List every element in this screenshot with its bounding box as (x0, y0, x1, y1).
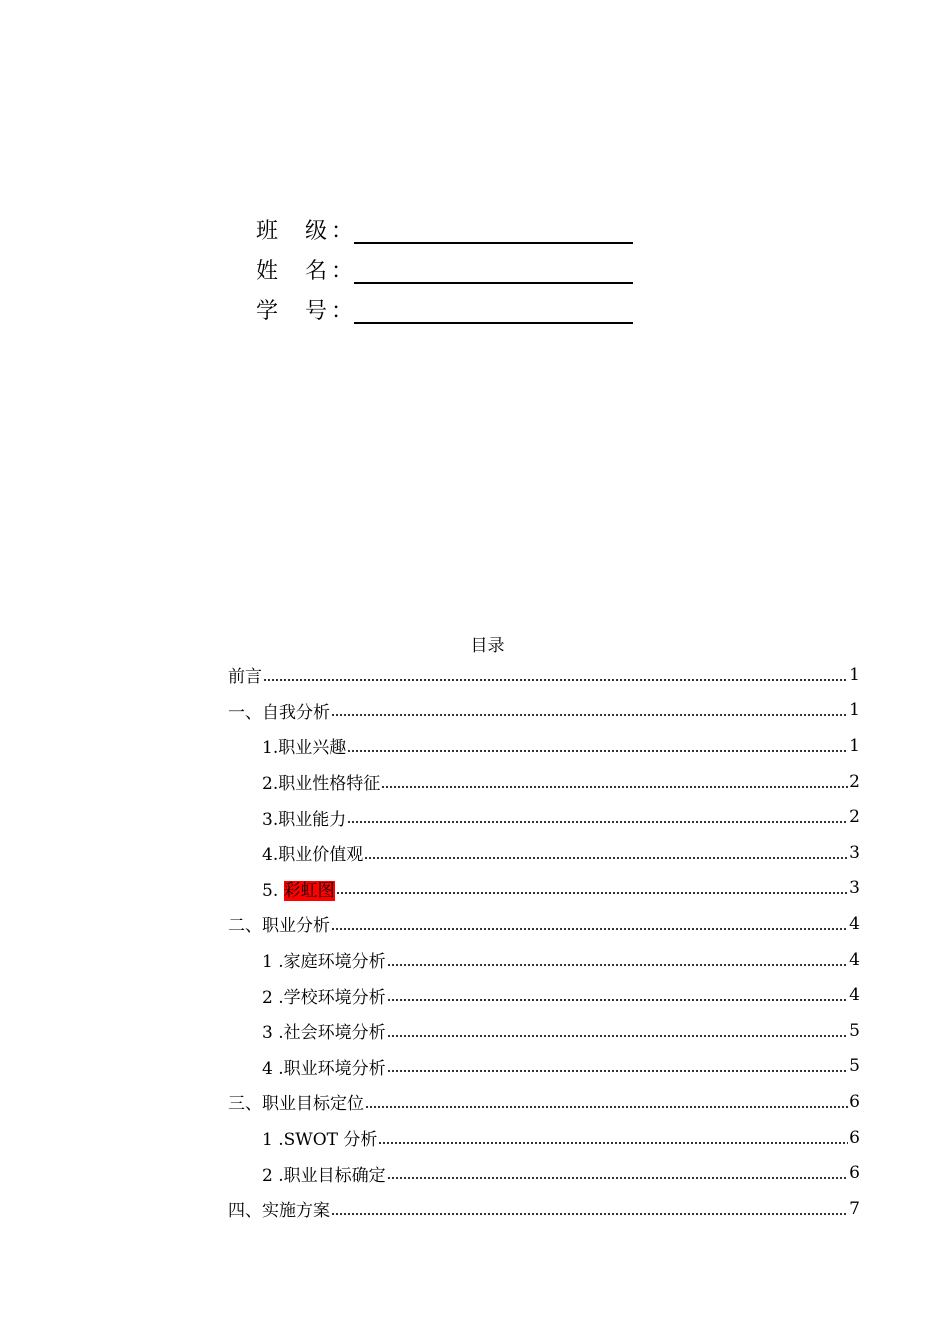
toc-entry-page: 6 (849, 1091, 860, 1112)
toc-entry[interactable] (228, 835, 860, 871)
toc-entry-page: 4 (849, 949, 860, 970)
dot-leader (378, 1139, 848, 1147)
name-colon: ： (331, 259, 354, 284)
toc-entry[interactable] (228, 1049, 860, 1085)
toc-entry-page: 3 (849, 878, 860, 899)
toc-entry-page: 2 (849, 807, 860, 828)
toc-entry[interactable] (228, 764, 860, 800)
dot-leader (387, 961, 849, 969)
name-blank-line (354, 282, 633, 284)
toc-entry[interactable] (228, 977, 860, 1013)
table-of-contents (228, 657, 860, 1227)
dot-leader (347, 818, 848, 826)
toc-entry[interactable] (228, 942, 860, 978)
toc-entry-label: 4.职业价值观 (262, 845, 364, 866)
dot-leader (263, 676, 848, 684)
toc-entry-page: 6 (849, 1127, 860, 1148)
toc-entry-label: 三、职业目标定位 (228, 1094, 364, 1115)
student-id-blank-line (354, 322, 633, 324)
dot-leader (347, 747, 848, 755)
highlighted-label: 彩虹图 (283, 880, 335, 901)
toc-entry-label: 4 .职业环境分析 (262, 1058, 386, 1079)
toc-entry-page: 4 (849, 985, 860, 1006)
toc-entry-label: 四、实施方案 (228, 1201, 330, 1222)
toc-entry[interactable] (228, 693, 860, 729)
toc-entry-page: 1 (849, 700, 860, 721)
dot-leader (364, 854, 848, 862)
dot-leader (331, 1210, 848, 1218)
dot-leader (387, 1067, 849, 1075)
dot-leader (331, 711, 848, 719)
toc-entry-page: 1 (849, 735, 860, 756)
dot-leader (365, 1103, 848, 1111)
class-label-char1: 班 (256, 219, 279, 244)
class-row (256, 212, 636, 252)
toc-entry-page: 3 (849, 842, 860, 863)
toc-entry[interactable] (228, 1191, 860, 1227)
name-row (256, 252, 636, 292)
class-blank-line (354, 242, 633, 244)
toc-entry[interactable] (228, 657, 860, 693)
dot-leader (331, 925, 848, 933)
dot-leader (387, 996, 849, 1004)
toc-entry-label: 3 .社会环境分析 (262, 1023, 386, 1044)
student-id-label-char1: 学 (256, 299, 279, 324)
toc-entry-page: 4 (849, 913, 860, 934)
name-label-char2: 名 (305, 259, 328, 284)
toc-entry-label: 1 .家庭环境分析 (262, 952, 386, 973)
toc-entry-page: 6 (849, 1163, 860, 1184)
name-label-char1: 姓 (256, 259, 279, 284)
toc-entry-page: 5 (849, 1020, 860, 1041)
toc-title: 目录 (470, 636, 505, 656)
toc-entry[interactable] (228, 799, 860, 835)
toc-entry-label: 二、职业分析 (228, 916, 330, 937)
toc-entry[interactable] (228, 1155, 860, 1191)
toc-entry[interactable] (228, 1120, 860, 1156)
class-colon: ： (331, 219, 354, 244)
toc-entry-label: 2 .学校环境分析 (262, 987, 386, 1008)
dot-leader (387, 1174, 849, 1182)
toc-entry-page: 1 (849, 664, 860, 685)
dot-leader (336, 889, 849, 897)
toc-entry-label: 3.职业能力 (262, 809, 347, 830)
toc-entry-label: 1 .SWOT 分析 (262, 1130, 378, 1151)
student-info-form (256, 212, 636, 332)
toc-entry-label: 2.职业性格特征 (262, 774, 381, 795)
toc-entry-label: 2 .职业目标确定 (262, 1165, 386, 1186)
student-id-colon: ： (331, 299, 354, 324)
dot-leader (381, 783, 848, 791)
toc-entry-label-prefix: 5. (262, 880, 284, 901)
student-id-row (256, 292, 636, 332)
toc-entry[interactable] (228, 1084, 860, 1120)
class-label-char2: 级 (305, 219, 328, 244)
student-id-label-char2: 号 (305, 299, 328, 324)
toc-entry-label: 一、自我分析 (228, 702, 330, 723)
toc-entry-page: 2 (849, 771, 860, 792)
toc-entry-label (262, 876, 335, 901)
toc-entry-page: 5 (849, 1056, 860, 1077)
toc-entry[interactable] (228, 871, 860, 907)
toc-entry-label: 1.职业兴趣 (262, 738, 347, 759)
dot-leader (387, 1032, 849, 1040)
toc-entry[interactable] (228, 728, 860, 764)
toc-entry-page: 7 (849, 1198, 860, 1219)
toc-entry-label: 前言 (228, 667, 262, 688)
toc-entry[interactable] (228, 906, 860, 942)
toc-entry[interactable] (228, 1013, 860, 1049)
